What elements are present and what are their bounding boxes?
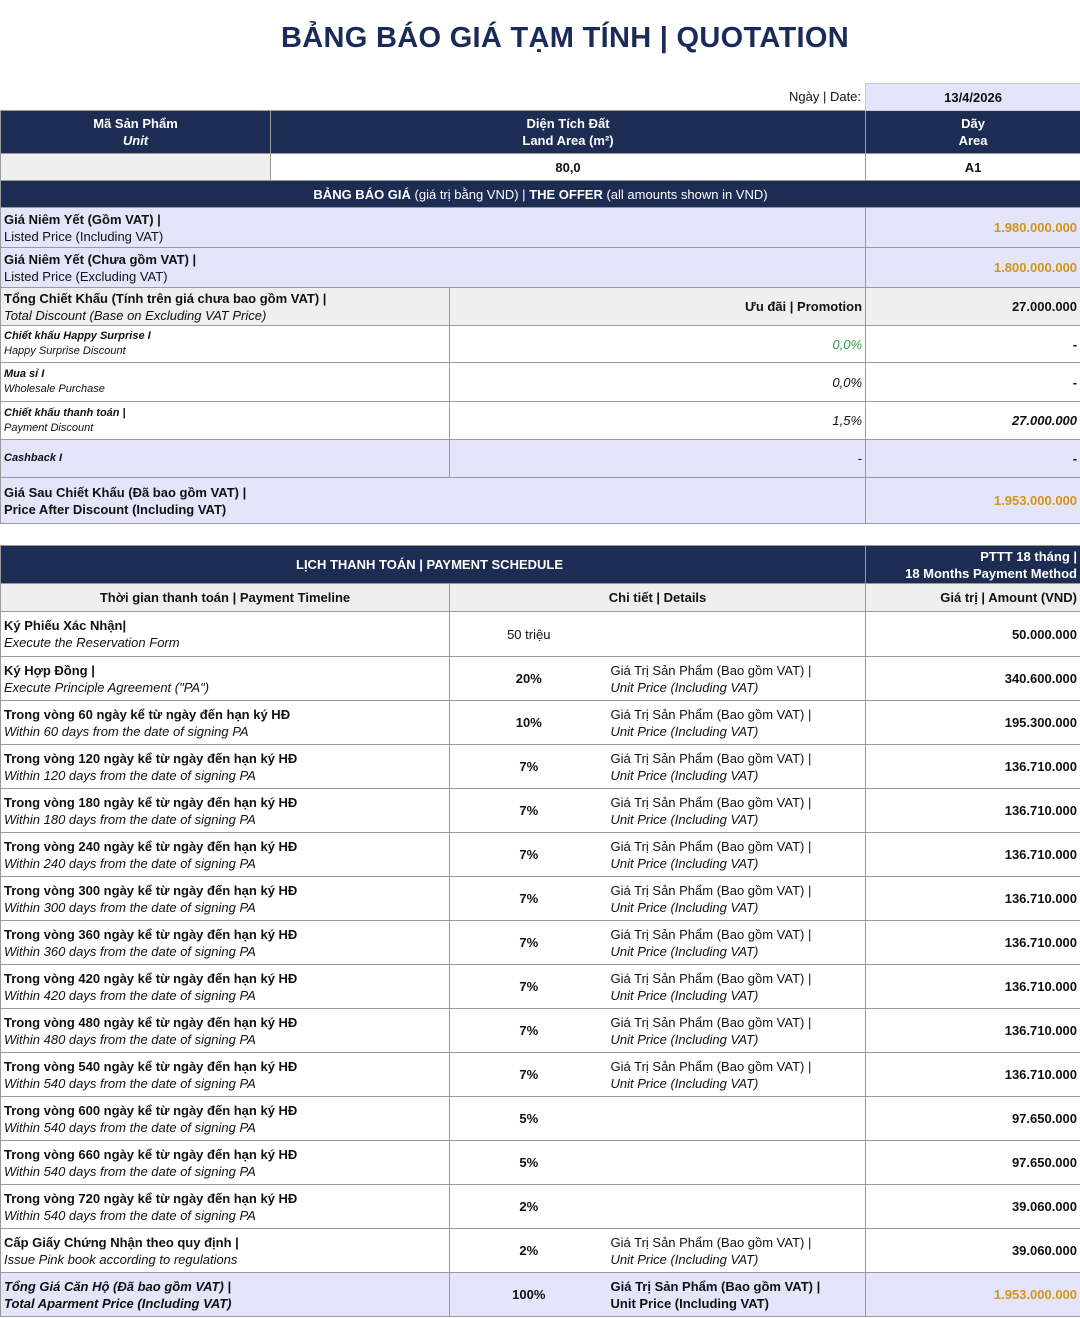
schedule-pct: 7% [450,833,608,877]
promotion-label: Ưu đãi | Promotion [450,288,866,326]
schedule-timeline: Ký Phiếu Xác Nhận| Execute the Reservation Form [1,612,450,657]
schedule-pct: 7% [450,965,608,1009]
schedule-row [1,701,1080,745]
total-discount-label: Tổng Chiết Khấu (Tính trên giá chưa bao gồm VAT) | Total Discount (Base on Excluding VAT Price) [1,288,450,326]
schedule-row [1,745,1080,789]
schedule-pct: 7% [450,1009,608,1053]
schedule-pct: 7% [450,789,608,833]
schedule-details: Giá Trị Sản Phẩm (Bao gồm VAT) | Unit Price (Including VAT) [608,877,866,921]
schedule-details: Giá Trị Sản Phẩm (Bao gồm VAT) | Unit Price (Including VAT) [608,1053,866,1097]
schedule-details: Giá Trị Sản Phẩm (Bao gồm VAT) | Unit Price (Including VAT) [608,657,866,701]
schedule-timeline: Trong vòng 720 ngày kể từ ngày đến hạn ký HĐ Within 540 days from the date of signing PA [1,1185,450,1229]
total-discount-value: 27.000.000 [866,288,1080,326]
discount-wholesale-pct: 0,0% [450,363,866,402]
schedule-amount: 195.300.000 [866,701,1080,745]
schedule-details [608,612,866,657]
listed-incl-value: 1.980.000.000 [866,208,1080,248]
listed-excl-value: 1.800.000.000 [866,248,1080,288]
area-value: 80,0 [271,154,866,181]
schedule-pct: 20% [450,657,608,701]
schedule-timeline: Ký Hợp Đồng | Execute Principle Agreement ("PA") [1,657,450,701]
schedule-row [1,1185,1080,1229]
schedule-timeline: Trong vòng 180 ngày kể từ ngày đến hạn ký HĐ Within 180 days from the date of signing PA [1,789,450,833]
schedule-amount: 39.060.000 [866,1229,1080,1273]
date-label: Ngày | Date: [789,89,862,105]
cashback-pct: - [450,440,866,478]
schedule-pct: 7% [450,1053,608,1097]
schedule-timeline: Trong vòng 300 ngày kể từ ngày đến hạn ký HĐ Within 300 days from the date of signing PA [1,877,450,921]
schedule-amount: 39.060.000 [866,1185,1080,1229]
schedule-amount: 136.710.000 [866,833,1080,877]
schedule-pct: 2% [450,1229,608,1273]
schedule-details: Giá Trị Sản Phẩm (Bao gồm VAT) | Unit Price (Including VAT) [608,965,866,1009]
total-timeline: Tổng Giá Căn Hộ (Đã bao gồm VAT) | Total Aparment Price (Including VAT) [1,1273,450,1317]
schedule-row [1,833,1080,877]
schedule-row [1,612,1080,657]
schedule-row [1,877,1080,921]
row-header: Dãy Area [866,111,1080,154]
schedule-details: Giá Trị Sản Phẩm (Bao gồm VAT) | Unit Price (Including VAT) [608,833,866,877]
offer-header: BẢNG BÁO GIÁ (giá trị bằng VND) | THE OFFER (all amounts shown in VND) [1,181,1080,208]
schedule-title: LỊCH THANH TOÁN | PAYMENT SCHEDULE [1,546,866,584]
col-timeline: Thời gian thanh toán | Payment Timeline [1,584,450,612]
discount-happy-pct: 0,0% [450,326,866,363]
schedule-row [1,965,1080,1009]
total-amount: 1.953.000.000 [866,1273,1080,1317]
discount-wholesale-label: Mua sỉ I Wholesale Purchase [1,363,450,402]
unit-value [1,154,271,181]
schedule-pct: 2% [450,1185,608,1229]
schedule-timeline: Trong vòng 420 ngày kể từ ngày đến hạn ký HĐ Within 420 days from the date of signing PA [1,965,450,1009]
discount-payment-pct: 1,5% [450,402,866,440]
schedule-pct: 10% [450,701,608,745]
cashback-value: - [866,440,1080,478]
schedule-timeline: Trong vòng 60 ngày kể từ ngày đến hạn ký HĐ Within 60 days from the date of signing PA [1,701,450,745]
discount-wholesale-value: - [866,363,1080,402]
schedule-amount: 136.710.000 [866,965,1080,1009]
schedule-timeline: Trong vòng 540 ngày kể từ ngày đến hạn ký HĐ Within 540 days from the date of signing PA [1,1053,450,1097]
discount-payment-label: Chiết khấu thanh toán | Payment Discount [1,402,450,440]
schedule-amount: 136.710.000 [866,1009,1080,1053]
schedule-row [1,1097,1080,1141]
schedule-timeline: Cấp Giấy Chứng Nhận theo quy định | Issue Pink book according to regulations [1,1229,450,1273]
schedule-pct: 7% [450,921,608,965]
unit-header: Mã Sản Phẩm Unit [1,111,271,154]
schedule-row [1,921,1080,965]
payment-method: PTTT 18 tháng | 18 Months Payment Method [866,546,1080,584]
row-value: A1 [866,154,1080,181]
schedule-details: Giá Trị Sản Phẩm (Bao gồm VAT) | Unit Price (Including VAT) [608,745,866,789]
schedule-pct: 50 triệu [450,612,608,657]
schedule-row [1,789,1080,833]
schedule-amount: 97.650.000 [866,1097,1080,1141]
schedule-amount: 340.600.000 [866,657,1080,701]
area-header: Diện Tích Đất Land Area (m²) [271,111,866,154]
page-title: BẢNG BÁO GIÁ TẠM TÍNH | QUOTATION [281,22,849,54]
col-details: Chi tiết | Details [450,584,866,612]
schedule-amount: 136.710.000 [866,745,1080,789]
payment-schedule-table [0,545,1080,1317]
schedule-timeline: Trong vòng 660 ngày kể từ ngày đến hạn ký HĐ Within 540 days from the date of signing PA [1,1141,450,1185]
after-discount-label: Giá Sau Chiết Khấu (Đã bao gồm VAT) | Price After Discount (Including VAT) [1,478,866,524]
schedule-pct: 5% [450,1097,608,1141]
schedule-timeline: Trong vòng 240 ngày kể từ ngày đến hạn ký HĐ Within 240 days from the date of signing PA [1,833,450,877]
schedule-timeline: Trong vòng 480 ngày kể từ ngày đến hạn ký HĐ Within 480 days from the date of signing PA [1,1009,450,1053]
discount-happy-label: Chiết khấu Happy Surprise I Happy Surprise Discount [1,326,450,363]
schedule-row [1,1053,1080,1097]
schedule-details: Giá Trị Sản Phẩm (Bao gồm VAT) | Unit Price (Including VAT) [608,1229,866,1273]
schedule-details: Giá Trị Sản Phẩm (Bao gồm VAT) | Unit Price (Including VAT) [608,789,866,833]
discount-happy-value: - [866,326,1080,363]
schedule-row [1,1009,1080,1053]
schedule-amount: 136.710.000 [866,1053,1080,1097]
col-amount: Giá trị | Amount (VND) [866,584,1080,612]
quotation-table [0,83,1080,524]
listed-excl-label: Giá Niêm Yết (Chưa gồm VAT) | Listed Price (Excluding VAT) [1,248,866,288]
schedule-details: Giá Trị Sản Phẩm (Bao gồm VAT) | Unit Price (Including VAT) [608,921,866,965]
schedule-amount: 50.000.000 [866,612,1080,657]
schedule-details [608,1185,866,1229]
schedule-amount: 97.650.000 [866,1141,1080,1185]
total-details: Giá Trị Sản Phẩm (Bao gồm VAT) | Unit Price (Including VAT) [608,1273,866,1317]
schedule-row [1,657,1080,701]
schedule-amount: 136.710.000 [866,877,1080,921]
schedule-timeline: Trong vòng 600 ngày kể từ ngày đến hạn ký HĐ Within 540 days from the date of signing PA [1,1097,450,1141]
date-value: 13/4/2026 [866,84,1080,111]
schedule-details [608,1097,866,1141]
schedule-details: Giá Trị Sản Phẩm (Bao gồm VAT) | Unit Price (Including VAT) [608,1009,866,1053]
after-discount-value: 1.953.000.000 [866,478,1080,524]
schedule-details: Giá Trị Sản Phẩm (Bao gồm VAT) | Unit Price (Including VAT) [608,701,866,745]
cashback-label: Cashback I [1,440,450,478]
schedule-row [1,1229,1080,1273]
total-pct: 100% [450,1273,608,1317]
schedule-pct: 5% [450,1141,608,1185]
schedule-timeline: Trong vòng 120 ngày kể từ ngày đến hạn ký HĐ Within 120 days from the date of signing PA [1,745,450,789]
schedule-pct: 7% [450,745,608,789]
schedule-amount: 136.710.000 [866,921,1080,965]
schedule-timeline: Trong vòng 360 ngày kể từ ngày đến hạn ký HĐ Within 360 days from the date of signing PA [1,921,450,965]
schedule-row [1,1141,1080,1185]
schedule-pct: 7% [450,877,608,921]
listed-incl-label: Giá Niêm Yết (Gồm VAT) | Listed Price (Including VAT) [1,208,866,248]
schedule-amount: 136.710.000 [866,789,1080,833]
discount-payment-value: 27.000.000 [866,402,1080,440]
schedule-details [608,1141,866,1185]
